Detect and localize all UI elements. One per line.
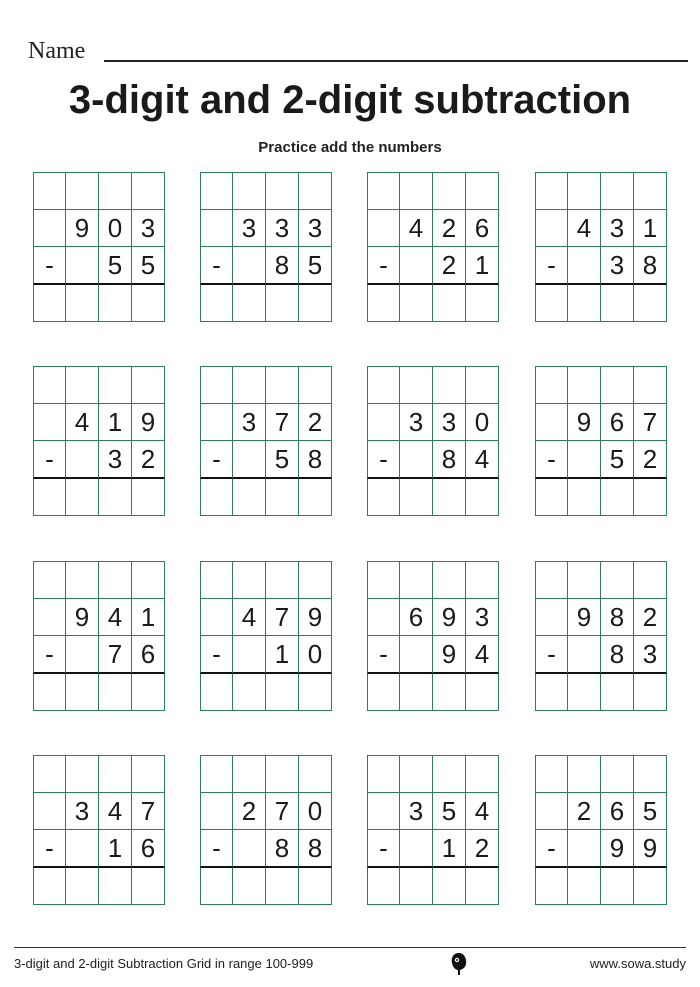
grid-cell bbox=[568, 636, 601, 674]
answer-cell[interactable] bbox=[634, 285, 667, 323]
subtrahend-digit: 1 bbox=[433, 830, 466, 868]
problem-grid bbox=[367, 172, 499, 322]
minuend-digit: 7 bbox=[634, 404, 667, 442]
subtrahend-digit: 8 bbox=[601, 636, 634, 674]
grid-cell bbox=[535, 366, 568, 404]
grid-cell bbox=[200, 210, 233, 248]
minuend-digit: 3 bbox=[400, 793, 433, 831]
subtraction-problem bbox=[367, 366, 499, 516]
answer-cell[interactable] bbox=[433, 868, 466, 906]
answer-cell[interactable] bbox=[466, 479, 499, 517]
grid-cell bbox=[433, 755, 466, 793]
grid-cell bbox=[33, 210, 66, 248]
problem-grid bbox=[200, 172, 332, 322]
problem-grid bbox=[367, 755, 499, 905]
grid-cell bbox=[99, 172, 132, 210]
minus-sign: - bbox=[33, 636, 66, 674]
answer-cell[interactable] bbox=[433, 479, 466, 517]
subtrahend-digit: 3 bbox=[99, 441, 132, 479]
answer-cell[interactable] bbox=[132, 479, 165, 517]
grid-cell bbox=[299, 366, 332, 404]
grid-cell bbox=[433, 366, 466, 404]
problem-grid bbox=[33, 561, 165, 711]
grid-cell bbox=[66, 441, 99, 479]
subtrahend-digit: 7 bbox=[99, 636, 132, 674]
grid-cell bbox=[535, 210, 568, 248]
minuend-digit: 3 bbox=[266, 210, 299, 248]
grid-cell bbox=[132, 561, 165, 599]
grid-cell bbox=[200, 404, 233, 442]
problem-grid bbox=[535, 172, 667, 322]
answer-cell[interactable] bbox=[299, 285, 332, 323]
answer-cell[interactable] bbox=[568, 868, 601, 906]
minuend-digit: 6 bbox=[601, 793, 634, 831]
subtrahend-digit: 6 bbox=[132, 636, 165, 674]
subtrahend-digit: 0 bbox=[299, 636, 332, 674]
minuend-digit: 7 bbox=[266, 599, 299, 637]
answer-cell[interactable] bbox=[200, 285, 233, 323]
answer-cell[interactable] bbox=[367, 479, 400, 517]
minuend-digit: 1 bbox=[634, 210, 667, 248]
grid-cell bbox=[535, 404, 568, 442]
minuend-digit: 9 bbox=[568, 599, 601, 637]
grid-cell bbox=[33, 793, 66, 831]
grid-cell bbox=[634, 755, 667, 793]
grid-cell bbox=[568, 366, 601, 404]
subtrahend-digit: 1 bbox=[466, 247, 499, 285]
grid-cell bbox=[568, 561, 601, 599]
minuend-digit: 9 bbox=[66, 599, 99, 637]
grid-cell bbox=[400, 366, 433, 404]
subtrahend-digit: 3 bbox=[601, 247, 634, 285]
minuend-digit: 4 bbox=[400, 210, 433, 248]
minuend-digit: 3 bbox=[601, 210, 634, 248]
problem-grid bbox=[367, 366, 499, 516]
minuend-digit: 6 bbox=[466, 210, 499, 248]
answer-cell[interactable] bbox=[466, 674, 499, 712]
answer-cell[interactable] bbox=[400, 479, 433, 517]
grid-cell bbox=[568, 830, 601, 868]
minus-sign: - bbox=[200, 441, 233, 479]
grid-cell bbox=[233, 366, 266, 404]
grid-cell bbox=[400, 561, 433, 599]
grid-cell bbox=[33, 172, 66, 210]
grid-cell bbox=[433, 561, 466, 599]
grid-cell bbox=[400, 636, 433, 674]
answer-cell[interactable] bbox=[299, 674, 332, 712]
answer-cell[interactable] bbox=[634, 479, 667, 517]
grid-cell bbox=[400, 755, 433, 793]
name-row bbox=[28, 36, 688, 66]
minuend-digit: 7 bbox=[266, 404, 299, 442]
minus-sign: - bbox=[200, 830, 233, 868]
minuend-digit: 9 bbox=[433, 599, 466, 637]
minuend-digit: 0 bbox=[299, 793, 332, 831]
grid-cell bbox=[33, 404, 66, 442]
grid-cell bbox=[367, 366, 400, 404]
grid-cell bbox=[535, 793, 568, 831]
grid-cell bbox=[466, 366, 499, 404]
minuend-digit: 6 bbox=[601, 404, 634, 442]
grid-cell bbox=[66, 561, 99, 599]
grid-cell bbox=[233, 561, 266, 599]
answer-cell[interactable] bbox=[466, 285, 499, 323]
minuend-digit: 2 bbox=[433, 210, 466, 248]
subtraction-problem bbox=[367, 561, 499, 711]
grid-cell bbox=[367, 172, 400, 210]
answer-cell[interactable] bbox=[233, 674, 266, 712]
name-label: Name bbox=[28, 38, 86, 64]
grid-cell bbox=[367, 755, 400, 793]
grid-cell bbox=[99, 561, 132, 599]
subtraction-problem bbox=[33, 755, 165, 905]
name-input-line[interactable] bbox=[104, 60, 688, 62]
grid-cell bbox=[33, 755, 66, 793]
minuend-digit: 9 bbox=[299, 599, 332, 637]
answer-cell[interactable] bbox=[33, 674, 66, 712]
subtraction-problem bbox=[200, 366, 332, 516]
grid-cell bbox=[200, 793, 233, 831]
subtrahend-digit: 4 bbox=[466, 441, 499, 479]
minuend-digit: 4 bbox=[568, 210, 601, 248]
minuend-digit: 3 bbox=[466, 599, 499, 637]
answer-cell[interactable] bbox=[266, 285, 299, 323]
answer-cell[interactable] bbox=[367, 674, 400, 712]
grid-cell bbox=[132, 755, 165, 793]
grid-cell bbox=[266, 755, 299, 793]
grid-cell bbox=[99, 366, 132, 404]
problem-grid bbox=[33, 755, 165, 905]
footer-website: www.sowa.study bbox=[589, 956, 686, 971]
grid-cell bbox=[33, 599, 66, 637]
minuend-digit: 0 bbox=[466, 404, 499, 442]
minus-sign: - bbox=[367, 247, 400, 285]
minus-sign: - bbox=[200, 247, 233, 285]
minuend-digit: 5 bbox=[433, 793, 466, 831]
problem-grid bbox=[535, 755, 667, 905]
grid-cell bbox=[634, 366, 667, 404]
minus-sign: - bbox=[535, 247, 568, 285]
problem-grid bbox=[33, 366, 165, 516]
footer-divider bbox=[14, 947, 686, 948]
minuend-digit: 2 bbox=[568, 793, 601, 831]
grid-cell bbox=[367, 599, 400, 637]
grid-cell bbox=[266, 561, 299, 599]
grid-cell bbox=[200, 561, 233, 599]
subtraction-problem bbox=[33, 366, 165, 516]
grid-cell bbox=[33, 561, 66, 599]
subtrahend-digit: 5 bbox=[266, 441, 299, 479]
answer-cell[interactable] bbox=[200, 479, 233, 517]
answer-cell[interactable] bbox=[433, 674, 466, 712]
answer-cell[interactable] bbox=[200, 868, 233, 906]
subtraction-problem bbox=[200, 561, 332, 711]
answer-cell[interactable] bbox=[266, 868, 299, 906]
answer-cell[interactable] bbox=[433, 285, 466, 323]
grid-cell bbox=[233, 636, 266, 674]
answer-cell[interactable] bbox=[99, 285, 132, 323]
minuend-digit: 7 bbox=[132, 793, 165, 831]
subtrahend-digit: 6 bbox=[132, 830, 165, 868]
grid-cell bbox=[400, 441, 433, 479]
subtrahend-digit: 4 bbox=[466, 636, 499, 674]
subtraction-problem bbox=[367, 755, 499, 905]
grid-cell bbox=[233, 755, 266, 793]
minuend-digit: 4 bbox=[99, 599, 132, 637]
minus-sign: - bbox=[33, 441, 66, 479]
problem-grid bbox=[367, 561, 499, 711]
subtraction-problem bbox=[33, 172, 165, 322]
answer-cell[interactable] bbox=[33, 285, 66, 323]
minuend-digit: 6 bbox=[400, 599, 433, 637]
answer-cell[interactable] bbox=[535, 285, 568, 323]
grid-cell bbox=[400, 830, 433, 868]
grid-cell bbox=[535, 755, 568, 793]
minuend-digit: 3 bbox=[233, 210, 266, 248]
grid-cell bbox=[200, 755, 233, 793]
minuend-digit: 9 bbox=[66, 210, 99, 248]
grid-cell bbox=[466, 172, 499, 210]
subtrahend-digit: 2 bbox=[634, 441, 667, 479]
subtrahend-digit: 8 bbox=[634, 247, 667, 285]
answer-cell[interactable] bbox=[400, 285, 433, 323]
grid-cell bbox=[299, 755, 332, 793]
grid-cell bbox=[200, 599, 233, 637]
page-title: 3-digit and 2-digit subtraction bbox=[68, 78, 632, 122]
subtrahend-digit: 2 bbox=[433, 247, 466, 285]
grid-cell bbox=[601, 755, 634, 793]
answer-cell[interactable] bbox=[233, 285, 266, 323]
grid-cell bbox=[400, 247, 433, 285]
grid-cell bbox=[634, 561, 667, 599]
minuend-digit: 0 bbox=[99, 210, 132, 248]
answer-cell[interactable] bbox=[634, 868, 667, 906]
answer-cell[interactable] bbox=[367, 285, 400, 323]
grid-cell bbox=[266, 172, 299, 210]
grid-cell bbox=[266, 366, 299, 404]
grid-cell bbox=[66, 755, 99, 793]
answer-cell[interactable] bbox=[299, 479, 332, 517]
answer-cell[interactable] bbox=[66, 674, 99, 712]
answer-cell[interactable] bbox=[99, 868, 132, 906]
minuend-digit: 4 bbox=[66, 404, 99, 442]
minuend-digit: 3 bbox=[433, 404, 466, 442]
problem-grid bbox=[200, 755, 332, 905]
answer-cell[interactable] bbox=[601, 868, 634, 906]
answer-cell[interactable] bbox=[367, 868, 400, 906]
answer-cell[interactable] bbox=[601, 479, 634, 517]
grid-cell bbox=[99, 755, 132, 793]
grid-cell bbox=[568, 247, 601, 285]
subtraction-problem bbox=[535, 755, 667, 905]
answer-cell[interactable] bbox=[33, 479, 66, 517]
minuend-digit: 9 bbox=[568, 404, 601, 442]
minuend-digit: 4 bbox=[233, 599, 266, 637]
grid-cell bbox=[535, 561, 568, 599]
footer-caption: 3-digit and 2-digit Subtraction Grid in range 100-999 bbox=[14, 956, 314, 971]
problem-grid bbox=[535, 366, 667, 516]
grid-cell bbox=[601, 561, 634, 599]
answer-cell[interactable] bbox=[200, 674, 233, 712]
grid-cell bbox=[433, 172, 466, 210]
answer-cell[interactable] bbox=[400, 868, 433, 906]
minus-sign: - bbox=[535, 441, 568, 479]
answer-cell[interactable] bbox=[99, 479, 132, 517]
grid-cell bbox=[200, 366, 233, 404]
grid-cell bbox=[367, 561, 400, 599]
answer-cell[interactable] bbox=[568, 479, 601, 517]
page-subtitle: Practice add the numbers bbox=[258, 139, 442, 156]
grid-cell bbox=[400, 172, 433, 210]
grid-cell bbox=[568, 172, 601, 210]
subtrahend-digit: 3 bbox=[634, 636, 667, 674]
grid-cell bbox=[299, 561, 332, 599]
problem-grid bbox=[535, 561, 667, 711]
minuend-digit: 2 bbox=[233, 793, 266, 831]
subtraction-problem bbox=[367, 172, 499, 322]
subtrahend-digit: 5 bbox=[99, 247, 132, 285]
answer-cell[interactable] bbox=[66, 285, 99, 323]
grid-cell bbox=[132, 366, 165, 404]
answer-cell[interactable] bbox=[233, 479, 266, 517]
minus-sign: - bbox=[33, 247, 66, 285]
grid-cell bbox=[132, 172, 165, 210]
answer-cell[interactable] bbox=[568, 285, 601, 323]
subtrahend-digit: 1 bbox=[266, 636, 299, 674]
answer-cell[interactable] bbox=[535, 868, 568, 906]
problem-grid bbox=[200, 561, 332, 711]
answer-cell[interactable] bbox=[634, 674, 667, 712]
grid-cell bbox=[568, 441, 601, 479]
subtrahend-digit: 8 bbox=[266, 247, 299, 285]
subtrahend-digit: 5 bbox=[132, 247, 165, 285]
grid-cell bbox=[466, 561, 499, 599]
grid-cell bbox=[367, 404, 400, 442]
grid-cell bbox=[66, 830, 99, 868]
answer-cell[interactable] bbox=[33, 868, 66, 906]
grid-cell bbox=[299, 172, 332, 210]
minus-sign: - bbox=[535, 830, 568, 868]
owl-logo-icon bbox=[448, 951, 470, 977]
minuend-digit: 7 bbox=[266, 793, 299, 831]
minuend-digit: 3 bbox=[400, 404, 433, 442]
answer-cell[interactable] bbox=[266, 674, 299, 712]
minus-sign: - bbox=[535, 636, 568, 674]
grid-cell bbox=[535, 172, 568, 210]
minuend-digit: 5 bbox=[634, 793, 667, 831]
answer-cell[interactable] bbox=[601, 285, 634, 323]
subtrahend-digit: 8 bbox=[266, 830, 299, 868]
grid-cell bbox=[66, 172, 99, 210]
grid-cell bbox=[33, 366, 66, 404]
subtrahend-digit: 8 bbox=[299, 830, 332, 868]
answer-cell[interactable] bbox=[233, 868, 266, 906]
minus-sign: - bbox=[367, 441, 400, 479]
subtrahend-digit: 8 bbox=[299, 441, 332, 479]
subtraction-problem bbox=[200, 172, 332, 322]
answer-cell[interactable] bbox=[535, 479, 568, 517]
minuend-digit: 4 bbox=[466, 793, 499, 831]
grid-cell bbox=[535, 599, 568, 637]
minuend-digit: 4 bbox=[99, 793, 132, 831]
answer-cell[interactable] bbox=[601, 674, 634, 712]
minus-sign: - bbox=[200, 636, 233, 674]
minuend-digit: 2 bbox=[634, 599, 667, 637]
minuend-digit: 3 bbox=[66, 793, 99, 831]
grid-cell bbox=[66, 247, 99, 285]
problem-grid bbox=[200, 366, 332, 516]
subtrahend-digit: 9 bbox=[601, 830, 634, 868]
answer-cell[interactable] bbox=[132, 868, 165, 906]
minuend-digit: 3 bbox=[132, 210, 165, 248]
minuend-digit: 3 bbox=[299, 210, 332, 248]
grid-cell bbox=[66, 636, 99, 674]
subtrahend-digit: 5 bbox=[601, 441, 634, 479]
grid-cell bbox=[200, 172, 233, 210]
grid-cell bbox=[367, 793, 400, 831]
minuend-digit: 8 bbox=[601, 599, 634, 637]
answer-cell[interactable] bbox=[400, 674, 433, 712]
answer-cell[interactable] bbox=[266, 479, 299, 517]
grid-cell bbox=[601, 366, 634, 404]
subtrahend-digit: 2 bbox=[466, 830, 499, 868]
answer-cell[interactable] bbox=[535, 674, 568, 712]
grid-cell bbox=[367, 210, 400, 248]
grid-cell bbox=[601, 172, 634, 210]
problem-grid bbox=[33, 172, 165, 322]
answer-cell[interactable] bbox=[132, 674, 165, 712]
answer-cell[interactable] bbox=[132, 285, 165, 323]
minuend-digit: 9 bbox=[132, 404, 165, 442]
subtrahend-digit: 9 bbox=[433, 636, 466, 674]
minus-sign: - bbox=[33, 830, 66, 868]
minus-sign: - bbox=[367, 636, 400, 674]
answer-cell[interactable] bbox=[66, 479, 99, 517]
subtrahend-digit: 9 bbox=[634, 830, 667, 868]
answer-cell[interactable] bbox=[99, 674, 132, 712]
grid-cell bbox=[634, 172, 667, 210]
minuend-digit: 2 bbox=[299, 404, 332, 442]
answer-cell[interactable] bbox=[466, 868, 499, 906]
subtrahend-digit: 5 bbox=[299, 247, 332, 285]
minuend-digit: 1 bbox=[132, 599, 165, 637]
answer-cell[interactable] bbox=[568, 674, 601, 712]
subtraction-problem bbox=[200, 755, 332, 905]
minus-sign: - bbox=[367, 830, 400, 868]
grid-cell bbox=[66, 366, 99, 404]
grid-cell bbox=[233, 172, 266, 210]
answer-cell[interactable] bbox=[66, 868, 99, 906]
subtraction-problem bbox=[535, 561, 667, 711]
grid-cell bbox=[233, 830, 266, 868]
answer-cell[interactable] bbox=[299, 868, 332, 906]
subtraction-problem bbox=[33, 561, 165, 711]
grid-cell bbox=[466, 755, 499, 793]
subtraction-problem bbox=[535, 172, 667, 322]
subtrahend-digit: 8 bbox=[433, 441, 466, 479]
subtrahend-digit: 2 bbox=[132, 441, 165, 479]
minuend-digit: 1 bbox=[99, 404, 132, 442]
minuend-digit: 3 bbox=[233, 404, 266, 442]
grid-cell bbox=[233, 441, 266, 479]
subtrahend-digit: 1 bbox=[99, 830, 132, 868]
grid-cell bbox=[233, 247, 266, 285]
subtraction-problem bbox=[535, 366, 667, 516]
grid-cell bbox=[568, 755, 601, 793]
